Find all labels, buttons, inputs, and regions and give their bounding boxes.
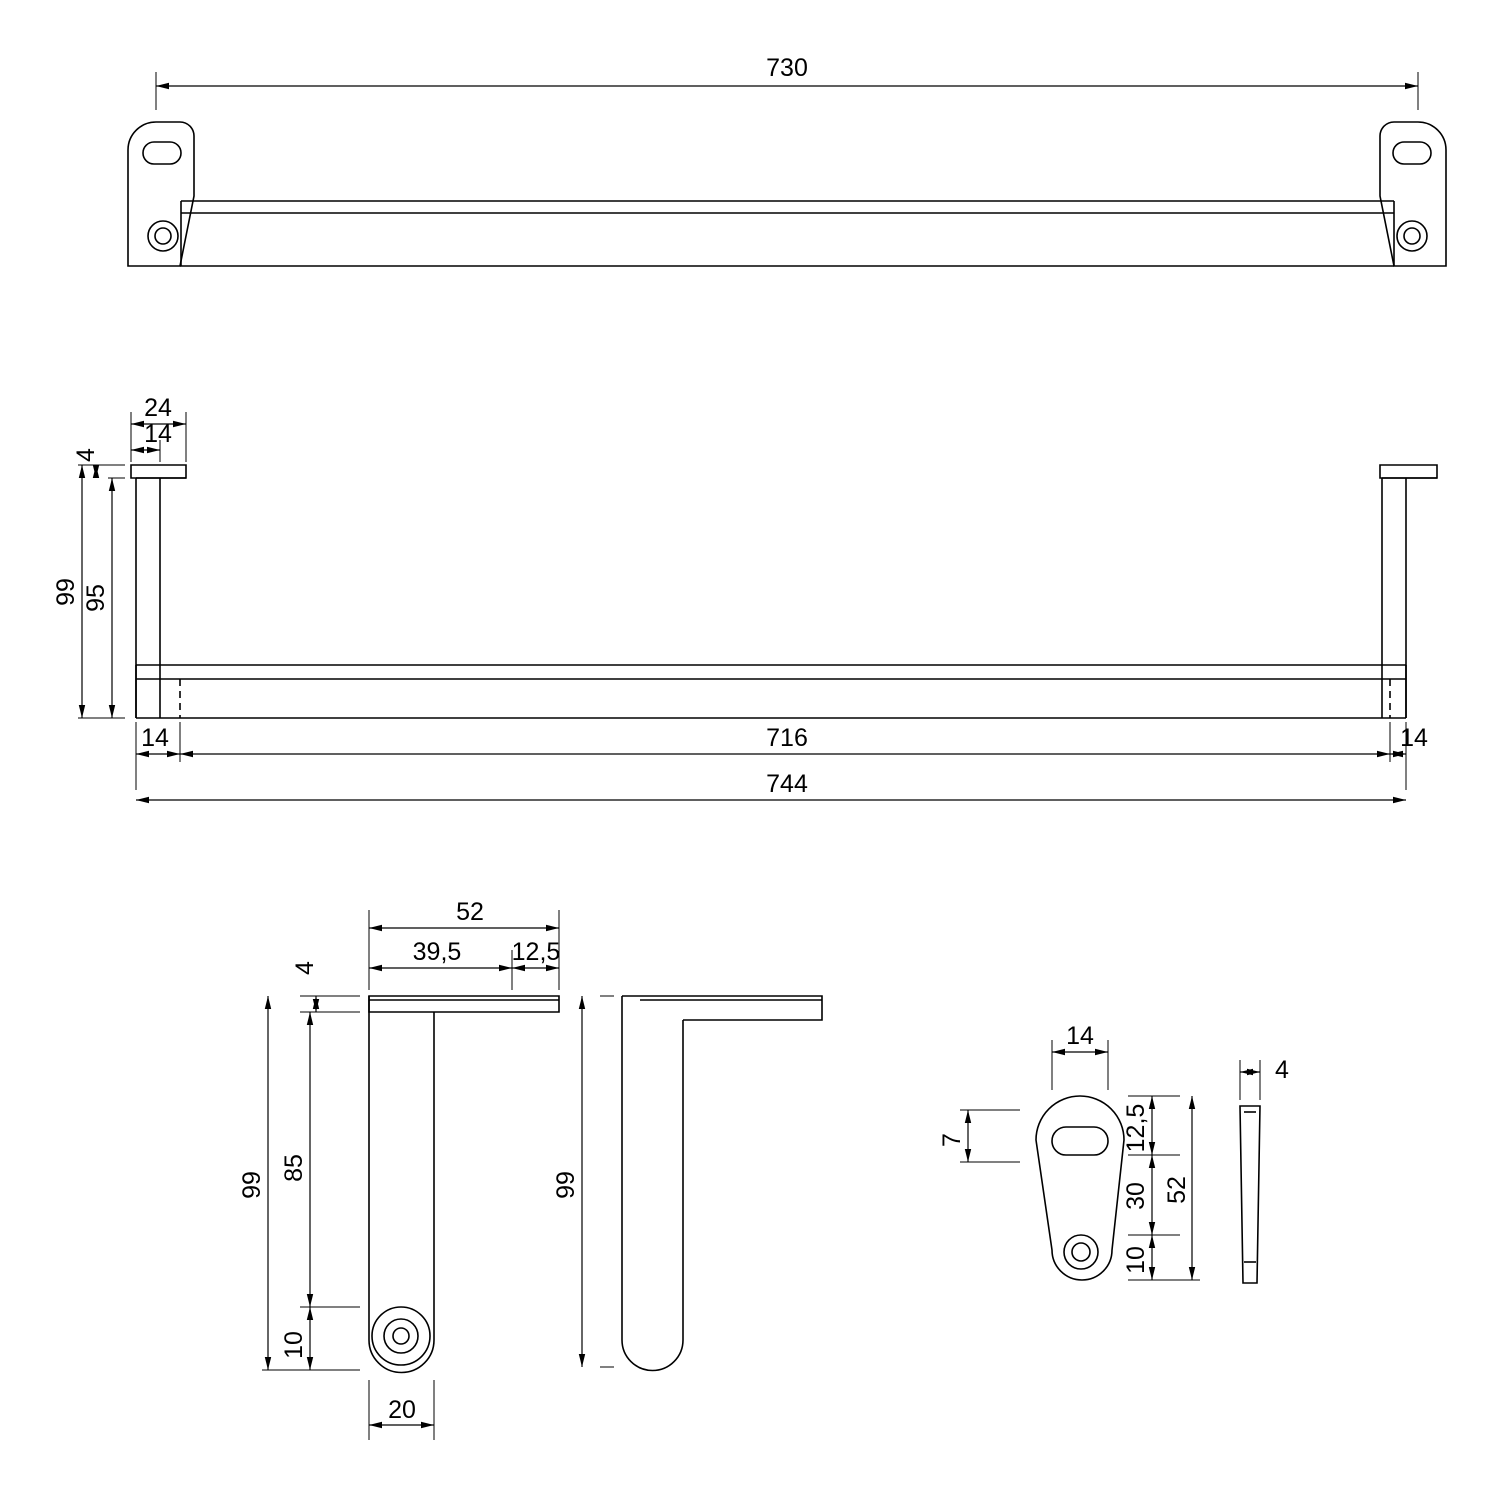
- dim-label-12-5: 12,5: [511, 938, 561, 966]
- side-view-geometry: [369, 996, 559, 1373]
- top-view-geometry: [128, 122, 1446, 266]
- dim-label-14-bracket: 14: [1066, 1022, 1094, 1050]
- dim-label-14-right: 14: [1400, 724, 1428, 752]
- dim-label-4-bracket: 4: [1275, 1056, 1289, 1084]
- dim-label-99-side: 99: [238, 1171, 266, 1199]
- dim-label-7: 7: [938, 1133, 966, 1147]
- dim-label-4: 4: [72, 448, 100, 462]
- dim-label-99: 99: [52, 578, 80, 606]
- dim-label-85: 85: [280, 1154, 308, 1182]
- dim-label-30: 30: [1122, 1182, 1150, 1210]
- front-view-geometry: [131, 465, 1437, 718]
- dim-label-95: 95: [82, 584, 110, 612]
- dim-label-10-bracket: 10: [1122, 1246, 1150, 1274]
- dim-label-24: 24: [144, 394, 172, 422]
- dim-label-52-bracket: 52: [1163, 1176, 1191, 1204]
- dim-label-14-top: 14: [144, 420, 172, 448]
- dim-label-744: 744: [766, 770, 808, 798]
- front-view-extension-lines: [78, 412, 1406, 790]
- dim-label-20: 20: [388, 1396, 416, 1424]
- dim-label-52: 52: [456, 898, 484, 926]
- dim-label-730: 730: [766, 54, 808, 82]
- dim-label-39-5: 39,5: [412, 938, 462, 966]
- dim-label-12-5-bracket: 12,5: [1122, 1103, 1150, 1153]
- dim-label-14-left: 14: [141, 724, 169, 752]
- dim-label-99-outer: 99: [552, 1171, 580, 1199]
- dim-label-4-side: 4: [291, 961, 319, 975]
- dim-label-716: 716: [766, 724, 808, 752]
- dim-label-10: 10: [280, 1331, 308, 1359]
- bracket-extension-lines: [960, 1040, 1260, 1280]
- side-view-outer-geometry: [622, 996, 822, 1371]
